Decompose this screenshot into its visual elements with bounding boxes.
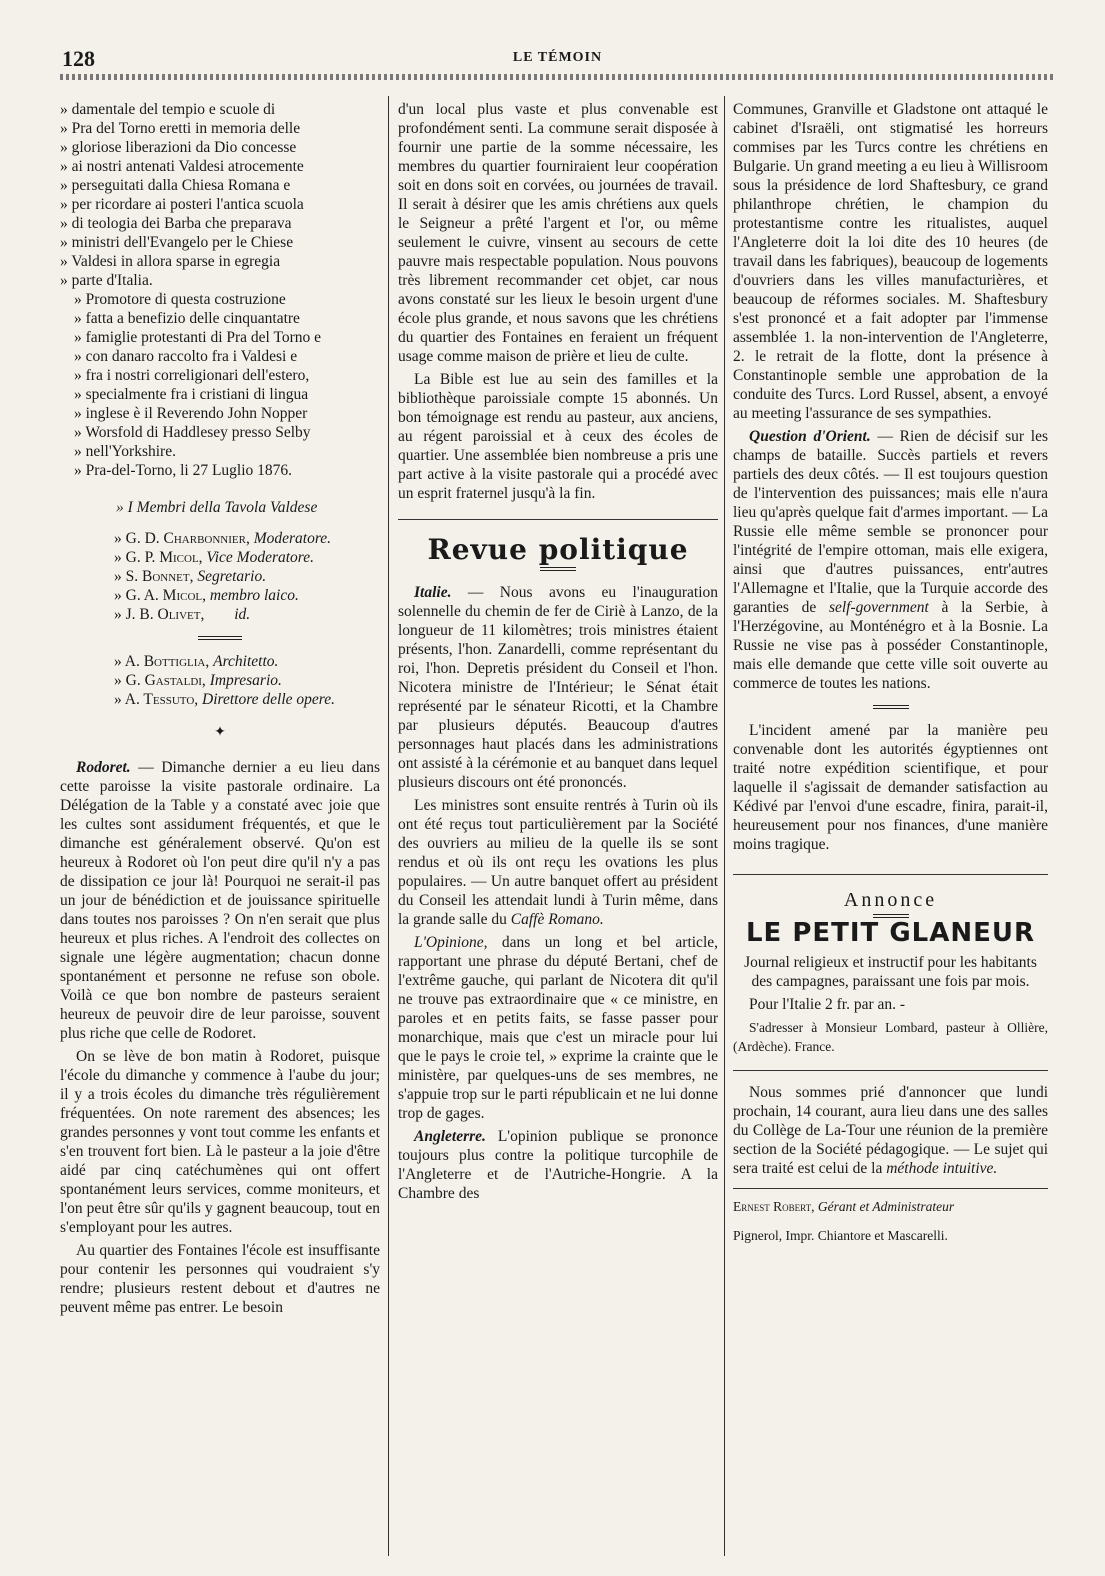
opinione-paragraph: L'Opinione, dans un long et bel article, rapportant une phrase du député Bertani, chef de l'extrême gauche, qui parlant de Nicotera dit qu'il ne trouve pas extraordinaire que « ce ministre, en paroles et en petits faits, se fasse passer pour monarchique, mais que c'est un miracle pour lui que le pays le croie tel, » exprime la crainte que le ministère, par quelques-uns de ses membres, ne s'appuie trop sur le parti républicain et ne lui donne trop de gages. bbox=[398, 934, 719, 1122]
quote-line: » gloriose liberazioni da Dio concesse bbox=[60, 139, 297, 156]
work-credit: » A. Tessuto, Direttore delle opere. bbox=[114, 691, 336, 708]
inscription-quote-2 bbox=[60, 290, 380, 461]
rodoret-paragraph-2: On se lève de bon matin à Rodoret, puisque l'école du dimanche y commence à l'aube du jour; il y a trois écoles du dimanche très régulièrement fréquentées. On note rarement des absences; les grandes personnes y vont tout comme les enfants et s'en trouvent fort bien. Là le pasteur a la joie d'être aidé par cinq catéchumènes qui ont offert spontanément leurs services, comme moniteurs, et l'on peut être sûr qu'ils y gagnent beaucoup, tout en s'employant pour les autres. bbox=[60, 1048, 380, 1236]
quote-line: » con danaro raccolto fra i Valdesi e bbox=[74, 348, 298, 365]
rodoret-paragraph-1: Rodoret. — Dimanche dernier a eu lieu dans cette paroisse la visite pastorale ordinaire. La Délégation de la Table y a constaté avec joie que les cultes sont assidument fréquentés, et que le dimanche est généralement observé. Qu'on est heureux à Rodoret où l'on peut dire qu'il n'y a pas de dissipation ce jour là! Pourquoi ne serait-il pas un jour de bénédiction et de jouissance spirituelle dans toutes nos paroisses ? On n'en serait que plus heureux et plus riches. A l'endroit des collectes on signale une légère augmentation; chacun donne spontanément et personne ne refuse son obole. Voilà ce que bon nombre de pasteurs seraient heureux de peuvoir dire de leur paroisse, souvent plus riche que celle de Rodoret. bbox=[60, 759, 381, 1042]
rodoret-paragraph-3: Au quartier des Fontaines l'école est insuffisante pour contenir les personnes qui voudraient s'y rendre; plusieurs restent debout et d'autres ne peuvent même pas entrer. Le besoin bbox=[60, 1242, 380, 1316]
section-rule bbox=[733, 1188, 1048, 1189]
manager-credit: Ernest Robert, Gérant et Administrateur bbox=[733, 1199, 955, 1214]
page-number: 128 bbox=[62, 46, 95, 71]
place-date: » Pra-del-Torno, li 27 Luglio 1876. bbox=[74, 462, 293, 479]
orient-paragraph: Question d'Orient. — Rien de décisif sur les champs de bataille. Succès partiels et revers partiels des deux côtés. — Il est toujours question de l'intervention des puissances; mais elle n'aura lieu qu'après quelque fait d'armes important. — La Russie elle même semble se prononcer pour l'intégrité de l'empire ottoman, mais elle exigera, ainsi que d'autres puissances, entr'autres l'Allemagne et l'Italie, que la Turquie accorde des garanties de self-government à la Serbie, à l'Herzégovine, au Monténégro et à la Bosnie. La Russie ne vise pas à posséder Constantinople, mais elle demande que cette ville soit ouverte au commerce de toutes les nations. bbox=[733, 428, 1049, 692]
column-3 bbox=[733, 100, 1048, 1245]
signatory: » G. D. Charbonnier, Moderatore. bbox=[114, 530, 332, 547]
column-2 bbox=[398, 100, 718, 1207]
advert-address: S'adresser à Monsieur Lombard, pasteur à Ollière, (Ardèche). France. bbox=[733, 1020, 1048, 1054]
section-rule bbox=[733, 1070, 1048, 1071]
page-header bbox=[60, 40, 1055, 74]
signatory: » S. Bonnet, Segretario. bbox=[114, 568, 267, 585]
quote-line: » Pra del Torno eretti in memoria delle bbox=[60, 120, 301, 137]
signatory: » G. A. Micol, membro laico. bbox=[114, 587, 299, 604]
signatory: » G. P. Micol, Vice Moderatore. bbox=[114, 549, 315, 566]
column-1 bbox=[60, 100, 380, 1321]
fontaines-paragraph: d'un local plus vaste et plus convenable est profondément senti. La commune serait disposée à fournir une partie de la somme nécessaire, les membres du quartier fourniraient leur coopération soit en dons soit en corvées, ou journées de travail. Il serait à désirer que les amis chrétiens aux quels le Seigneur a prêté l'argent et l'or, ou même seulement le cuivre, vinsent au secours de cette pauvre mais respectable population. Nous pouvons très librement recommander cet objet, car nous avons constaté sur les lieux le besoin urgent d'une école plus grande, et nous savons que les chrétiens du quartier des Fontaines en feraient un fréquent usage comme maison de prière et lieu de culte. bbox=[398, 101, 718, 365]
quote-line: » nell'Yorkshire. bbox=[74, 443, 176, 460]
quote-line: » inglese è il Reverendo John Nopper bbox=[74, 405, 308, 422]
quote-line: » ai nostri antenati Valdesi atrocemente bbox=[60, 158, 304, 175]
work-credit: » A. Bottiglia, Architetto. bbox=[114, 653, 279, 670]
signatory: » J. B. Olivet, id. bbox=[114, 606, 251, 623]
quote-line: » ministri dell'Evangelo per le Chiese bbox=[60, 234, 294, 251]
header-rule bbox=[60, 74, 1055, 80]
notice-paragraph: Nous sommes prié d'annoncer que lundi prochain, 14 courant, aura lieu dans une des salles du Collège de La-Tour une réunion de la première section de la Société pédagogique. — Le sujet qui sera traité est celui de la méthode intuitive. bbox=[733, 1084, 1048, 1177]
quote-line: » specialmente fra i cristiani di lingua bbox=[74, 386, 309, 403]
angleterre-paragraph: Angleterre. L'opinion publique se prononce toujours plus contre la politique turcophile de l'Angleterre et de l'Autriche-Hongrie. A la Chambre des bbox=[398, 1128, 719, 1202]
advert-title: LE PETIT GLANEUR bbox=[745, 918, 1036, 948]
quote-line: » perseguitati dalla Chiesa Romana e bbox=[60, 177, 291, 194]
signatories-title: » I Membri della Tavola Valdese bbox=[116, 499, 318, 516]
printer-credit: Pignerol, Impr. Chiantore et Mascarelli. bbox=[733, 1228, 948, 1243]
quote-line: » Worsfold di Haddlesey presso Selby bbox=[74, 424, 311, 441]
bible-paragraph: La Bible est lue au sein des familles et la bibliothèque paroissiale compte 15 abonnés. Un bon témoignage est rendu au pasteur, aux anciens, au régent paroissial et à ceux des écoles de quartier. Une assemblée bien nombreuse a pris une part active à la visite pastorale qui a procédé avec un esprit fraternel jusqu'à la fin. bbox=[398, 371, 718, 502]
section-rule bbox=[398, 519, 718, 520]
italie-paragraph-1: Italie. — Nous avons eu l'inauguration solennelle du chemin de fer de Ciriè à Lanzo, de la longueur de 11 kilomètres; trois ministres étaient présents, l'hon. Zanardelli, comme représentant du roi, l'hon. Depretis président du Conseil et l'hon. Nicotera ministre de l'Intérieur; le Sénat était représenté par le sénateur Ricotti, et la Chambre par plusieurs députés. Beaucoup d'autres personnages haut placés dans les administrations ont assisté à la cérémonie et au banquet dans lequel plusieurs discours ont été prononcés. bbox=[398, 584, 718, 791]
section-title-revue-politique: Revue politique bbox=[427, 533, 689, 566]
section-title-annonce: Annonce bbox=[843, 889, 938, 911]
quote-line: » Valdesi in allora sparse in egregia bbox=[60, 253, 281, 270]
quote-line: » di teologia dei Barba che preparava bbox=[60, 215, 292, 232]
works-list bbox=[60, 652, 380, 709]
signatories-list bbox=[60, 529, 380, 624]
communes-paragraph: Communes, Granville et Gladstone ont attaqué le cabinet d'Israëli, ont stigmatisé les horreurs commises par les Turcs contre les chrétiens en Bulgarie. Un grand meeting a eu lieu à Willisroom sous la présidence de lord Shaftesbury, ce grand philanthrope chrétien, le champion du protestantisme contre les ritualistes, auquel l'Angleterre doit la loi dite des 10 heures (de travail dans les fabriques), beaucoup de logements d'ouvriers dans les villes manufacturières, et beaucoup de réformes sociales. M. Shaftesbury s'est prononcé et a fait adopter par l'immense assemblée 1. la non-intervention de l'Angleterre, 2. le retrait de la flotte, dont la présence à Constantinople semble une approbation de la conduite des Turcs. Lord Russel, absent, a envoyé au meeting l'assurance de ses sympathies. bbox=[733, 101, 1048, 422]
separator bbox=[198, 636, 242, 640]
separator bbox=[540, 567, 576, 571]
quote-line: » parte d'Italia. bbox=[60, 272, 153, 289]
work-credit: » G. Gastaldi, Impresario. bbox=[114, 672, 282, 689]
quote-line: » per ricordare ai posteri l'antica scuola bbox=[60, 196, 304, 213]
quote-line: » famiglie protestanti di Pra del Torno e bbox=[74, 329, 322, 346]
quote-line: » damentale del tempio e scuole di bbox=[60, 101, 276, 118]
column-rule-2 bbox=[724, 96, 725, 1556]
separator bbox=[873, 705, 909, 709]
advert-description: Journal religieux et instructif pour les habitants des campagnes, paraissant une fois par mois. bbox=[744, 954, 1037, 990]
italie-paragraph-2: Les ministres sont ensuite rentrés à Turin où ils ont été reçus tout particulièrement par la Société des ouvriers au milieu de la quelle ils se sont rendus et où ils ont reçu les ovations les plus populaires. — Un autre banquet offert au président du Conseil les attendait lundi à Turin même, dans la grande salle du Caffè Romano. bbox=[398, 797, 718, 928]
column-rule-1 bbox=[388, 96, 389, 1556]
running-title: LE TÉMOIN bbox=[512, 50, 603, 65]
ornament-star-icon: ✦ bbox=[214, 725, 226, 740]
quote-line: » fra i nostri correligionari dell'estero, bbox=[74, 367, 310, 384]
quote-line: » fatta a benefizio delle cinquantatre bbox=[74, 310, 300, 327]
inscription-quote bbox=[60, 100, 380, 290]
quote-line: » Promotore di questa costruzione bbox=[74, 291, 286, 308]
section-rule bbox=[733, 874, 1048, 875]
advert-price: Pour l'Italie 2 fr. par an. - bbox=[749, 996, 906, 1013]
incident-paragraph: L'incident amené par la manière peu convenable dont les autorités égyptiennes ont traité notre expédition scientifique, et pour laquelle il s'agissait de demander satisfaction au Kédivé par l'envoi d'une escadre, finira, parait-il, heureusement pour nos finances, d'une manière moins tragique. bbox=[733, 722, 1048, 853]
